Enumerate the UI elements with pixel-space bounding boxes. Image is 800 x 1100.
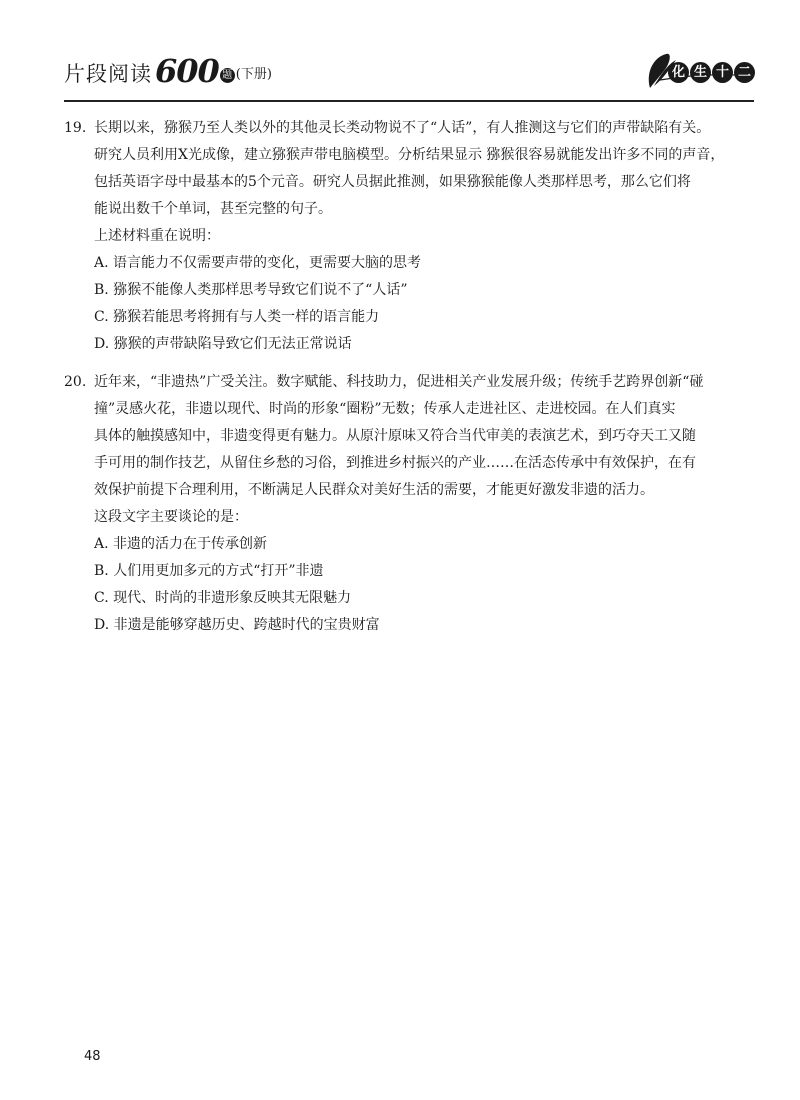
option-d[interactable]: D. 非遗是能够穿越历史、跨越时代的宝贵财富: [94, 617, 380, 633]
option-a[interactable]: A. 非遗的活力在于传承创新: [94, 536, 268, 552]
option-c[interactable]: C. 猕猴若能思考将拥有与人类一样的语言能力: [94, 309, 380, 325]
question-stem-line: 具体的触摸感知中，非遗变得更有魅力。从原汁原味又符合当代审美的表演艺术，到巧夺天工又随: [94, 428, 696, 444]
book-title: [64, 52, 272, 90]
question-stem-line: 撞”灵感火花，非遗以现代、时尚的形象“圈粉”无数；传承人走进社区、走进校园。在人们真实: [94, 401, 676, 417]
series-badge: [646, 50, 756, 92]
book-title-number: 600: [155, 52, 219, 90]
question-stem-line: 19. 长期以来，猕猴乃至人类以外的其他灵长类动物说不了“人话”，有人推测这与它们的声带缺陷有关。: [64, 115, 724, 142]
question-prompt: 这段文字主要谈论的是：: [94, 509, 248, 525]
question-20: [64, 369, 703, 639]
option-b[interactable]: B. 人们用更加多元的方式“打开”非遗: [94, 563, 324, 579]
option-b[interactable]: B. 猕猴不能像人类那样思考导致它们说不了“人话”: [94, 282, 408, 298]
question-stem-line: 包括英语字母中最基本的5个元音。研究人员据此推测，如果猕猴能像人类那样思考，那么它们将: [94, 174, 691, 190]
question-number: 19.: [64, 120, 87, 136]
book-title-ti-mark: 题: [220, 68, 235, 83]
question-19: [64, 115, 724, 358]
badge-char: 生: [690, 62, 711, 83]
header-rule: [64, 100, 754, 102]
book-volume: (下册): [235, 67, 272, 82]
book-title-text: 片段阅读: [64, 62, 152, 86]
question-stem-line: 效保护前提下合理利用，不断满足人民群众对美好生活的需要，才能更好激发非遗的活力。: [94, 482, 654, 498]
question-number: 20.: [64, 374, 87, 390]
question-stem-line: 研究人员利用X光成像，建立猕猴声带电脑模型。分析结果显示 猕猴很容易就能发出许多不同的声音，: [94, 147, 725, 163]
option-a[interactable]: A. 语言能力不仅需要声带的变化，更需要大脑的思考: [94, 255, 422, 271]
option-c[interactable]: C. 现代、时尚的非遗形象反映其无限魅力: [94, 590, 352, 606]
question-stem-line: 能说出数千个单词，甚至完整的句子。: [94, 201, 332, 217]
question-stem-line: 20. 近年来，“非遗热”广受关注。数字赋能、科技助力，促进相关产业发展升级；传统手艺跨界创新“碰: [64, 369, 703, 396]
badge-characters: [668, 62, 756, 83]
badge-char: 二: [734, 62, 755, 83]
page-header: [64, 52, 754, 106]
question-prompt: 上述材料重在说明：: [94, 228, 220, 244]
option-d[interactable]: D. 猕猴的声带缺陷导致它们无法正常说话: [94, 336, 352, 352]
page-number: 48: [84, 1049, 101, 1064]
question-stem-line: 手可用的制作技艺，从留住乡愁的习俗，到推进乡村振兴的产业……在活态传承中有效保护，在有: [94, 455, 696, 471]
badge-char: 化: [668, 62, 689, 83]
badge-char: 十: [712, 62, 733, 83]
